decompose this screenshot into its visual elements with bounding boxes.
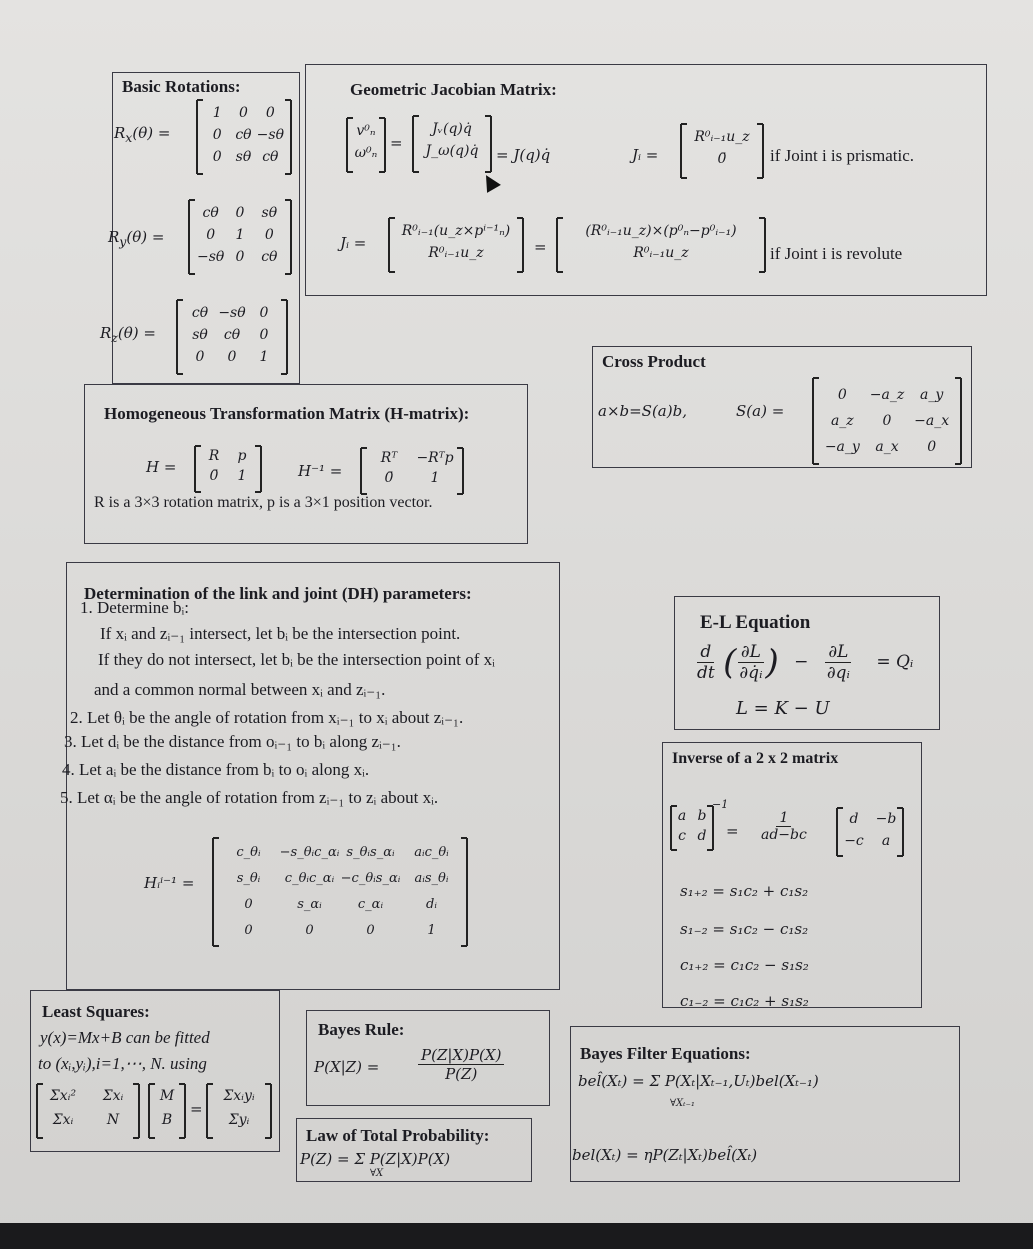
rz-matrix-cell: 0 [227,349,237,365]
dh-matrix-cell: 1 [427,923,436,938]
dh-matrix-cell: s_αᵢ [297,897,322,912]
prismatic-cell: 0̄ [717,151,727,167]
dh-matrix-cell: 0 [244,923,253,938]
ry-label: $R_y(\theta)$ = [108,228,165,249]
skew-matrix-cell: −a_y [824,439,860,455]
inverse-rhs-matrix [836,808,904,856]
rz-matrix-cell: sθ [192,327,208,343]
inverse-rhs-cell: −c [844,833,864,849]
least-squares-title: Least Squares: [42,1002,150,1021]
bayes-lhs: P(X|Z) = [314,1058,380,1076]
rx-matrix-cell: 0 [239,105,248,121]
dh-matrix-cell: aᵢs_θᵢ [414,871,449,886]
revolute-vector-1 [388,218,524,272]
total-prob-title: Law of Total Probability: [306,1126,490,1145]
revolute-vector-2 [556,218,766,272]
inverse-rhs-cell: a [881,833,891,849]
rx-matrix-cell: 0 [212,127,222,143]
bayes-filter-eq1: bel̂(Xₜ) = Σ P(Xₜ|Xₜ₋₁,Uₜ)bel(Xₜ₋₁) [578,1072,819,1090]
skew-matrix-cell: a_z [830,413,854,429]
bayes-filter-title: Bayes Filter Equations: [580,1044,751,1063]
ry-matrix-cell: sθ [261,205,278,221]
dh-h-label: Hᵢⁱ⁻¹ = [144,874,195,892]
revolute-label: Jᵢ = [340,234,367,252]
rz-matrix-cell: 1 [259,349,269,365]
inverse-lhs-cell: a [677,808,687,824]
lagrangian: L = K − U [736,698,830,719]
ls-a-cell: Σxᵢ [102,1088,124,1104]
dh-title: Determination of the link and joint (DH) parameters: [84,584,472,603]
revolute-2-cell: (R⁰ᵢ₋₁u_z)×(p⁰ₙ−p⁰ᵢ₋₁) [585,223,737,239]
dh-line-1: 1. Determine bᵢ: [80,598,189,617]
identity-4: c₁₋₂ = c₁c₂ + s₁s₂ [680,992,809,1010]
prismatic-vector [680,124,764,178]
jacobian-title: Geometric Jacobian Matrix: [350,80,557,99]
dh-matrix-cell: c_θᵢ [236,845,261,860]
jacobian-eq1: = [390,134,403,152]
dh-line-8: 5. Let αᵢ be the angle of rotation from zᵢ₋₁ to zᵢ about xᵢ. [60,788,439,807]
bayes-filter-eq1-sub: ∀Xₜ₋₁ [670,1098,695,1109]
inverse-rhs-cell: −b [875,811,897,827]
dh-matrix [212,838,468,946]
h-matrix-cell: R [208,448,220,464]
h-matrix-cell: 1 [237,468,247,484]
identity-1: s₁₊₂ = s₁c₂ + c₁s₂ [680,882,809,900]
ry-matrix [188,200,292,274]
ry-matrix-cell: 1 [235,227,245,243]
ry-matrix-cell: cθ [261,249,278,265]
revolute-note: if Joint i is revolute [770,244,903,263]
ry-matrix-cell: 0 [235,205,245,221]
rx-matrix-cell: 1 [212,105,222,121]
revolute-2-cell: R⁰ᵢ₋₁u_z [633,245,689,261]
dh-matrix-cell: aᵢc_θᵢ [414,845,449,860]
ls-a-cell: Σxᵢ [52,1112,74,1128]
revolute-1-cell: R⁰ᵢ₋₁u_z [428,245,484,261]
identity-3: c₁₊₂ = c₁c₂ − s₁s₂ [680,956,809,974]
h-matrix [194,446,262,492]
dh-line-4: and a common normal between xᵢ and zᵢ₋₁. [94,680,386,699]
inverse-rhs-cell: d [849,811,859,827]
el-equation: $\frac{d}{dt}$ ( $\frac{\partial L}{\text{∂q̇ᵢ}}$ ) − $\frac{\partial L}{\text{∂qᵢ}}$ = Qᵢ [697,642,914,683]
ry-matrix-cell: 0 [235,249,245,265]
dh-matrix-cell: 0 [305,923,314,938]
dh-line-5: 2. Let θᵢ be the angle of rotation from xᵢ₋₁ to xᵢ about zᵢ₋₁. [70,708,464,727]
rx-matrix-cell: 0 [265,105,275,121]
bayes-title: Bayes Rule: [318,1020,405,1039]
dh-line-3: If they do not intersect, let bᵢ be the intersection point of xᵢ [98,650,495,669]
revolute-1-cell: R⁰ᵢ₋₁(u_z×pⁱ⁻¹ₙ) [401,223,511,239]
skew-matrix-cell: a_x [875,439,899,455]
skew-matrix-cell: 0 [927,439,937,455]
dh-matrix-cell: −c_θᵢs_αᵢ [340,871,401,886]
rz-matrix [176,300,288,374]
dh-matrix-cell: c_θᵢc_αᵢ [284,871,335,886]
rx-matrix-cell: sθ [235,149,252,165]
hinv-matrix-cell: 0̄ [384,470,394,486]
ls-matrix-a [36,1084,140,1138]
jacobian-mid-cell: Jᵥ(q)q̇ [432,121,472,137]
skew-label: S(a) = [736,402,785,420]
ls-vector-rhs [206,1084,272,1138]
prismatic-note: if Joint i is prismatic. [770,146,915,165]
hinv-matrix-cell: 1 [430,470,440,486]
dh-line-6: 3. Let dᵢ be the distance from oᵢ₋₁ to bᵢ along zᵢ₋₁. [64,732,401,751]
rx-matrix [196,100,292,174]
skew-matrix-cell: 0 [837,387,847,403]
dh-matrix-cell: −s_θᵢc_αᵢ [279,845,340,860]
dh-line-2: If xᵢ and zᵢ₋₁ intersect, let bᵢ be the intersection point. [100,624,461,643]
dh-matrix-cell: s_θᵢ [236,871,261,886]
bayes-filter-eq2: bel(Xₜ) = ηP(Zₜ|Xₜ)bel̂(Xₜ) [572,1146,758,1164]
jacobian-mid-cell: J_ω(q)q̇ [425,143,479,159]
dh-matrix-cell: s_θᵢs_αᵢ [346,845,395,860]
el-title: E-L Equation [700,612,811,633]
rz-matrix-cell: cθ [223,327,241,343]
hmatrix-note: R is a 3×3 rotation matrix, p is a 3×1 position vector. [94,494,433,511]
skew-matrix-cell: −a_z [869,387,905,403]
ls-c-cell: Σxᵢyᵢ [223,1088,255,1104]
total-prob-formula: P(Z) = Σ P(Z|X)P(X) [300,1150,451,1168]
rz-matrix-cell: 0 [259,305,269,321]
ls-b-cell: B [161,1112,173,1128]
dh-matrix-cell: 0 [366,923,375,938]
rz-matrix-cell: cθ [191,305,209,321]
h-matrix-cell: 0̄ [209,468,219,484]
rz-matrix-cell: 0 [195,349,205,365]
rz-matrix-cell: −sθ [218,305,246,321]
jacobian-mid-vector [412,116,492,172]
hinv-label: H⁻¹ = [298,462,343,480]
inverse-eq: = [726,822,739,840]
ry-matrix-cell: −sθ [196,249,225,265]
inverse-lhs-cell: c [678,828,686,844]
least-squares-line-2: to (xᵢ,yᵢ),i=1,⋯, N. using [38,1054,207,1073]
cross-product-formula: a×b=S(a)b, [598,402,687,420]
prismatic-cell: R⁰ᵢ₋₁u_z [694,129,750,145]
inverse-fraction: $\frac{1}{ad-bc}$ [761,810,807,843]
dh-matrix-cell: dᵢ [426,897,437,912]
hinv-matrix [360,448,464,494]
ry-matrix-cell: 0 [264,227,274,243]
rx-matrix-cell: cθ [262,149,279,165]
jacobian-eq2: = [534,238,547,256]
ls-eq: = [190,1100,203,1118]
ls-b-cell: M [159,1088,175,1104]
jacobian-lhs-vector [346,118,386,172]
h-matrix-cell: p [237,448,247,464]
total-prob-sub: ∀X [370,1168,384,1179]
ls-a-cell: N [106,1112,120,1128]
rx-label: $R_x(\theta)$ = [114,124,171,145]
skew-matrix-cell: 0 [882,413,892,429]
inverse-sup: −1 [712,798,729,811]
hinv-matrix-cell: Rᵀ [380,450,398,466]
jacobian-lhs-cell: v⁰ₙ [356,123,376,139]
jacobian-ji-label: Jᵢ = [632,146,659,164]
inverse-lhs-cell: b [697,808,707,824]
rz-matrix-cell: 0 [259,327,269,343]
screen-edge [0,1223,1033,1249]
ls-vector-mb [148,1084,186,1138]
bayes-fraction: $\frac{P(Z|X)P(X)}{P(Z)}$ [418,1046,504,1083]
skew-matrix-cell: −a_x [914,413,950,429]
dh-line-7: 4. Let aᵢ be the distance from bᵢ to oᵢ along xᵢ. [62,760,370,779]
jacobian-rhs: = J(q)q̇ [496,146,551,164]
jacobian-lhs-cell: ω⁰ₙ [354,145,378,161]
inverse-lhs-cell: d [697,828,707,844]
basic-rotations-title: Basic Rotations: [122,77,241,96]
inverse-title: Inverse of a 2 x 2 matrix [672,750,839,767]
ls-c-cell: Σyᵢ [228,1112,250,1128]
rz-label: $R_z(\theta)$ = [100,324,156,345]
hinv-matrix-cell: −Rᵀp [416,450,454,466]
rx-matrix-cell: 0 [212,149,222,165]
skew-matrix-cell: a_y [920,387,944,403]
ls-a-cell: Σxᵢ² [49,1088,77,1104]
inverse-lhs-matrix [670,806,714,850]
rx-matrix-cell: cθ [235,127,252,143]
dh-matrix-cell: c_αᵢ [357,897,384,912]
skew-matrix [812,378,962,464]
least-squares-line-1: y(x)=Mx+B can be fitted [40,1028,210,1047]
ry-matrix-cell: cθ [202,205,219,221]
cross-product-title: Cross Product [602,352,706,371]
h-label: H = [146,458,177,476]
rx-matrix-cell: −sθ [256,127,284,143]
ry-matrix-cell: 0 [206,227,216,243]
dh-matrix-cell: 0 [244,897,253,912]
identity-2: s₁₋₂ = s₁c₂ − c₁s₂ [680,920,809,938]
hmatrix-title: Homogeneous Transformation Matrix (H-matrix): [104,404,470,423]
